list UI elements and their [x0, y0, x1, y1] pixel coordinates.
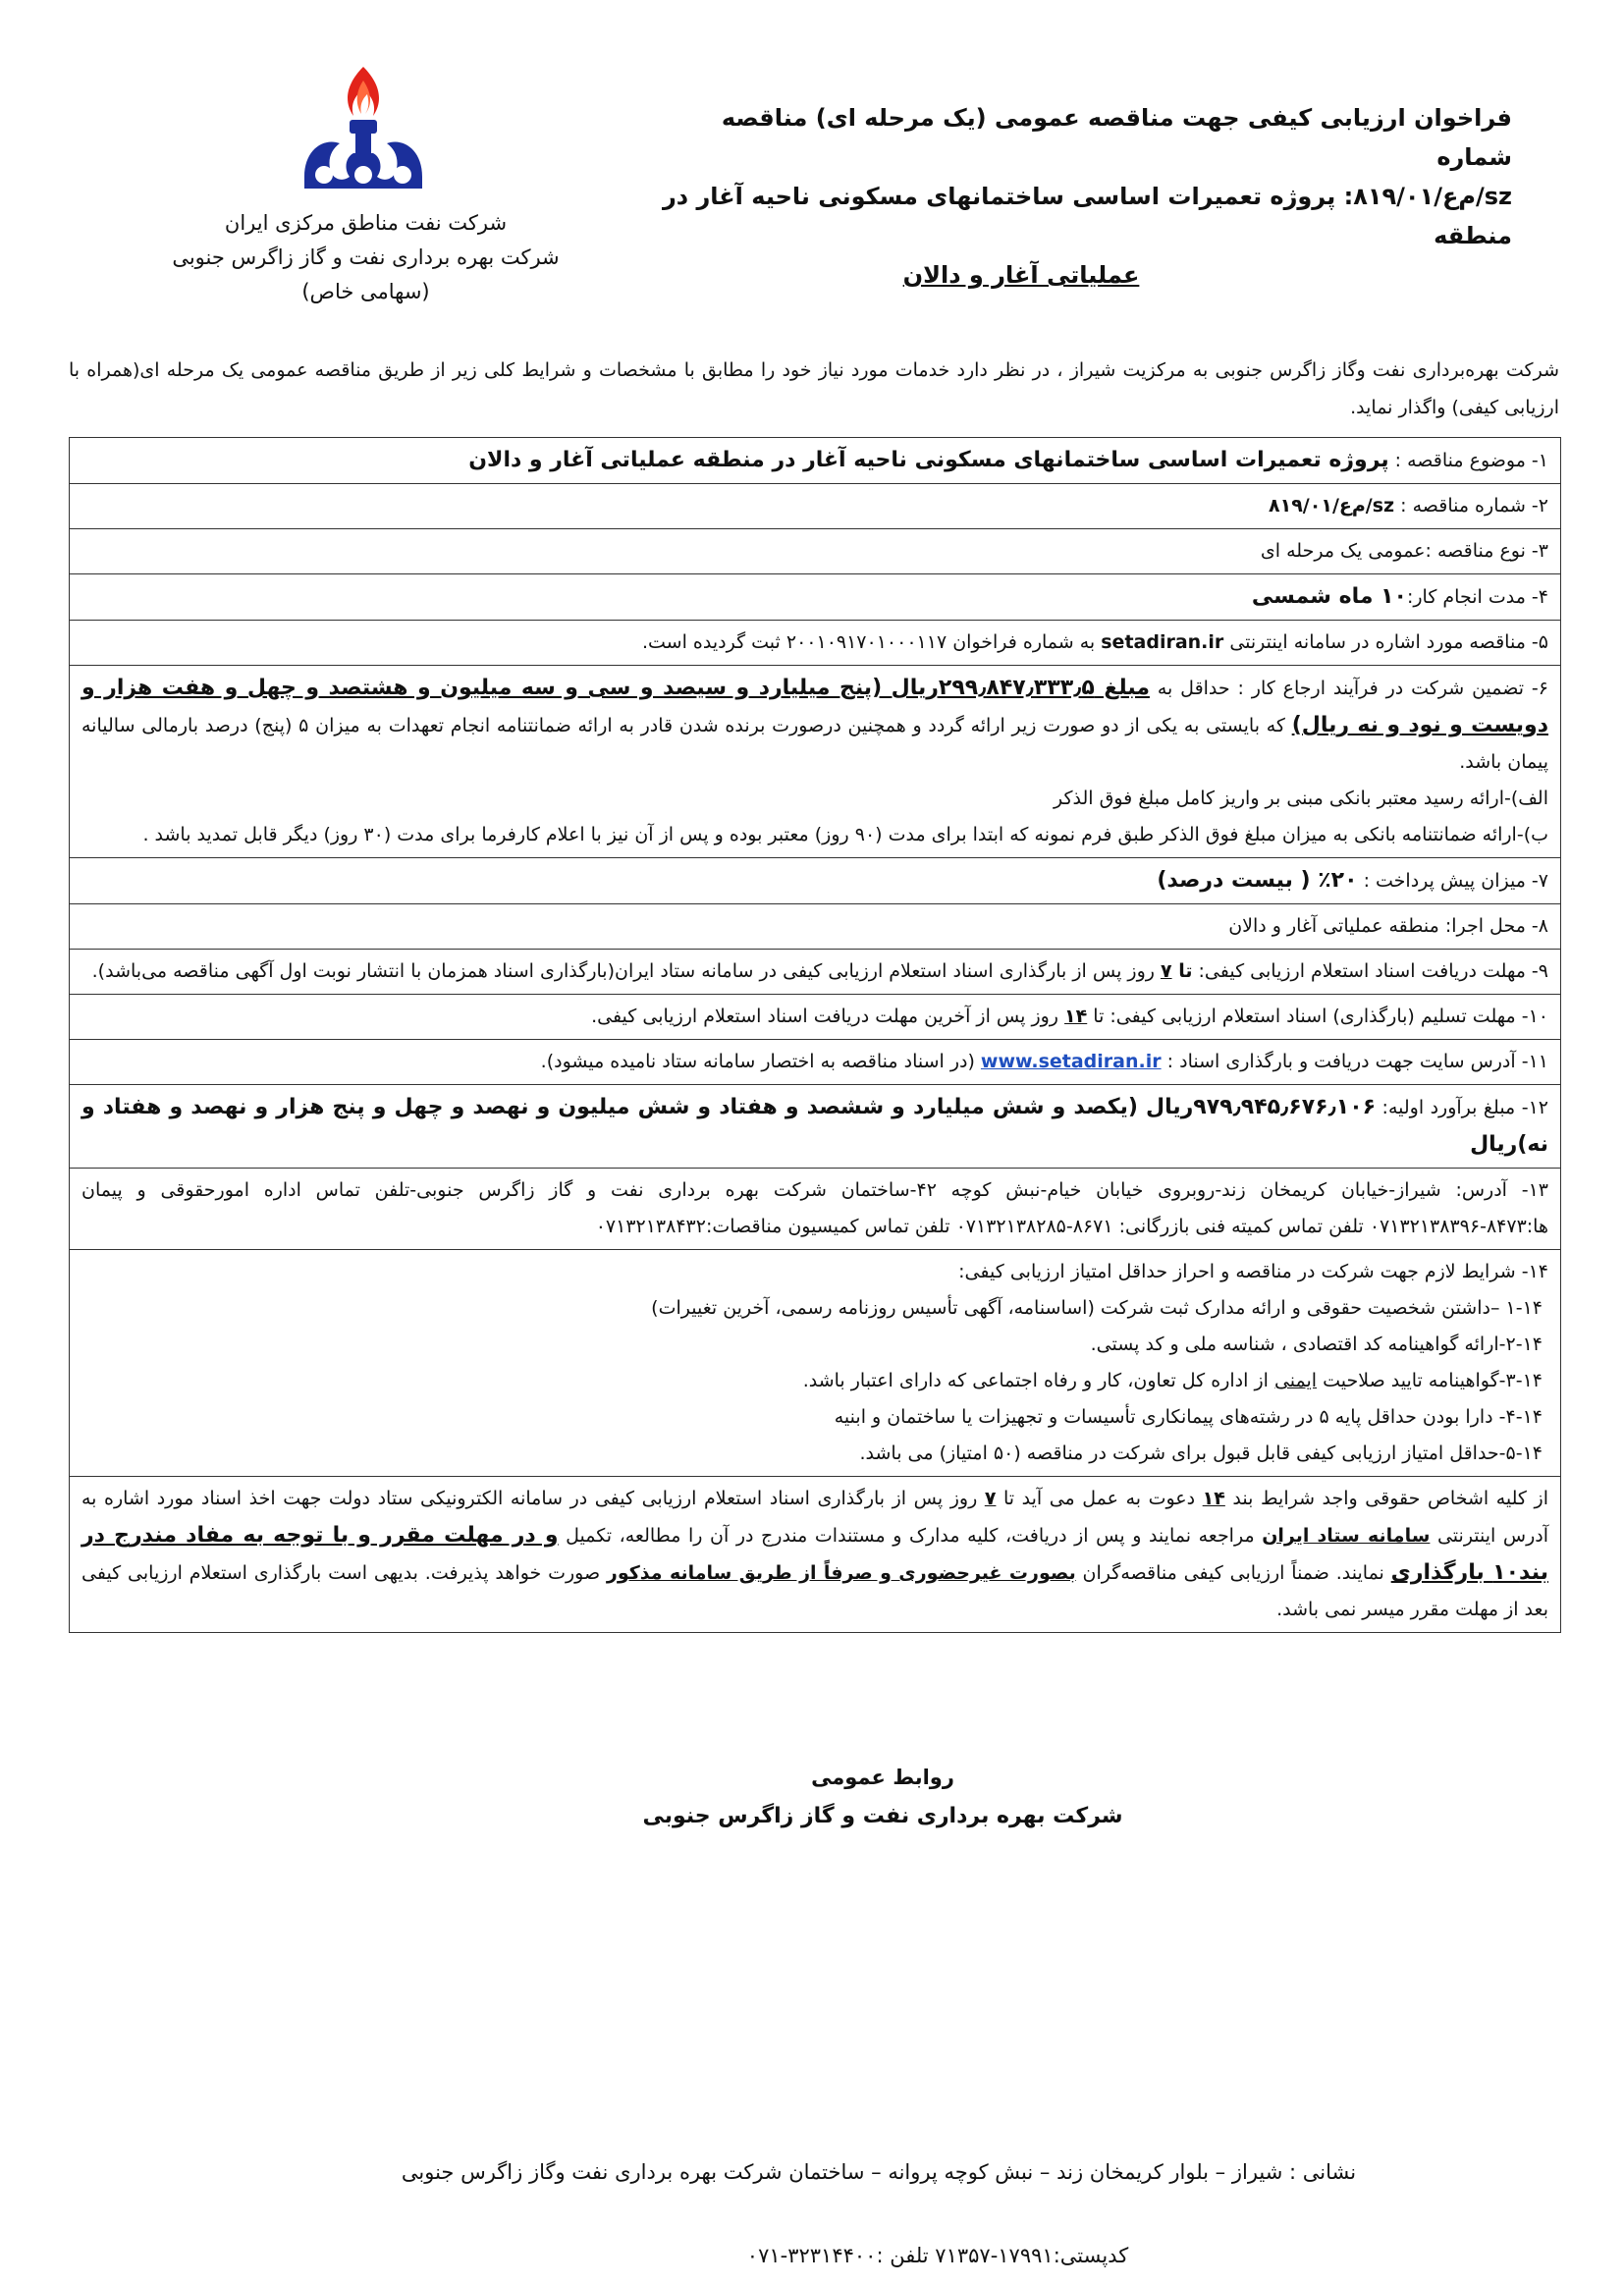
- document-title: [648, 98, 1512, 295]
- company-line-1: شرکت نفت مناطق مرکزی ایران: [224, 211, 508, 235]
- footer-postal: کدپستی:۱۷۹۹۱-۷۱۳۵۷ تلفن :۳۲۳۱۴۴۰۰-۰۷۱: [746, 2244, 1129, 2267]
- condition-1: ۱-۱۴ –داشتن شخصیت حقوقی و ارائه مدارک ثبت شرکت (اساسنامه، آگهی تأسیس روزنامه رسمی، آخرین تغییرات): [651, 1297, 1543, 1319]
- guarantee-option-alef: الف)-ارائه رسید معتبر بانکی مبنی بر واریز کامل مبلغ فوق الذکر: [1054, 788, 1548, 809]
- row-tender-number: ۲- شماره مناقصه : م‌ع/۸۱۹/۰۱/sz: [70, 484, 1560, 529]
- condition-5: ۵-۱۴-حداقل امتیاز ارزیابی کیفی قابل قبول برای شرکت در مناقصه (۵۰ امتیاز) می باشد.: [859, 1442, 1543, 1464]
- guarantee-amount: مبلغ ۲۹۹٫۸۴۷٫۳۳۳٫۵ریال (پنج میلیارد و سیصد و سی و سه میلیون و هشتصد و چهل و هفت هزار و دویست و نود و نه ریال): [81, 676, 1549, 737]
- row-prepayment: ۷- میزان پیش پرداخت : ۲۰٪ ( بیست درصد): [70, 858, 1560, 904]
- row-estimate: ۱۲- مبلغ برآورد اولیه: ۹۷۹٫۹۴۵٫۶۷۶٫۱۰۶ریال (یکصد و شش میلیارد و ششصد و هفتاد و شش میلیون و نهصد و چهل و پنج هزار و نهصد و هفتاد و نه)ریال: [70, 1085, 1560, 1169]
- title-line-3: عملیاتی آغار و دالان: [902, 261, 1140, 289]
- row-tender-type: ۳- نوع مناقصه :عمومی یک مرحله ای: [70, 529, 1560, 574]
- title-line-2: [648, 177, 1512, 255]
- row-submission-deadline: ۱۰- مهلت تسلیم (بارگذاری) اسناد استعلام ارزیابی کیفی: تا ۱۴ روز پس از آخرین مهلت دریافت اسناد استعلام ارزیابی کیفی.: [70, 995, 1560, 1040]
- row-invitation: از کلیه اشخاص حقوقی واجد شرایط بند ۱۴ دعوت به عمل می آید تا ۷ روز پس از بارگذاری اسناد استعلام ارزیابی کیفی در سامانه الکترونیکی ستاد دولت جهت اخذ اسناد مورد اشاره به آدرس اینترنتی سامانه ستاد ایران مراجعه نمایند و پس از دریافت، کلیه مدارک و مستندات مندرج در آن را مطالعه، تکمیل و در مهلت مقرر و با توجه به مفاد مندرج در بند۱۰ بارگذاری نمایند. ضمناً ارزیابی کیفی مناقصه‌گران بصورت غیرحضوری و صرفاً از طریق سامانه مذکور صورت خواهد پذیرفت. بدیهی است بارگذاری استعلام ارزیابی کیفی بعد از مهلت مقرر میسر نمی باشد.: [81, 1488, 1549, 1620]
- duration-value: ۱۰ ماه شمسی: [1251, 584, 1407, 609]
- setadiran-text: setadiran.ir: [1101, 631, 1224, 653]
- row-guarantee: ۶- تضمین شرکت در فرآیند ارجاع کار : حداقل به مبلغ ۲۹۹٫۸۴۷٫۳۳۳٫۵ریال (پنج میلیارد و سیصد و سی و سه میلیون و هشتصد و چهل و هفت هزار و دویست و نود و نه ریال) که بایستی به یکی از دو صورت زیر ارائه گردد و همچنین درصورت برنده شدن قادر به ارائه ضمانتنامه انجام تعهدات به میزان ۵ (پنج) درصد بارمالی سالیانه پیمان باشد. الف)-ارائه رسید معتبر بانکی مبنی بر واریز کامل مبلغ فوق الذکر ب)-ارائه ضمانتنامه بانکی به میزان مبلغ فوق الذکر طبق فرم نمونه که ابتدا برای مدت (۹۰ روز) معتبر بوده و پس از آن نیز با اعلام کارفرما برای مدت (۳۰ روز) دیگر قابل تمدید باشد .: [70, 666, 1560, 858]
- title-line-1: فراخوان ارزیابی کیفی جهت مناقصه عمومی (یک مرحله ای) مناقصه شماره: [721, 104, 1512, 171]
- prepayment-value: ۲۰٪ ( بیست درصد): [1157, 868, 1358, 893]
- company-line-3: (سهامی خاص): [301, 280, 430, 303]
- conditions-title: ۱۴- شرایط لازم جهت شرکت در مناقصه و احراز حداقل امتیاز ارزیابی کیفی:: [958, 1261, 1548, 1282]
- pr-line-2: شرکت بهره برداری نفت و گاز زاگرس جنوبی: [642, 1804, 1123, 1828]
- tender-details-table: [69, 437, 1561, 1633]
- row-registration: ۵- مناقصه مورد اشاره در سامانه اینترنتی setadiran.ir به شماره فراخوان ۲۰۰۱۰۹۱۷۰۱۰۰۰۱۱۷ ثبت گردیده است.: [70, 621, 1560, 666]
- nioc-logo-icon: [285, 59, 442, 206]
- company-block: [147, 206, 584, 309]
- condition-2: ۲-۱۴-ارائه گواهینامه کد اقتصادی ، شناسه ملی و کد پستی.: [1090, 1333, 1543, 1355]
- row-address: ۱۳- آدرس: شیراز-خیابان کریمخان زند-روبروی خیابان خیام-نبش کوچه ۴۲-ساختمان شرکت بهره برداری نفت و گاز زاگرس جنوبی-تلفن تماس اداره امورحقوقی و پیمان ها:۸۴۷۳-۰۷۱۳۲۱۳۸۳۹۶ تلفن تماس کمیته فنی بازرگانی: ۸۶۷۱-۰۷۱۳۲۱۳۸۲۸۵ تلفن تماس کمیسیون مناقصات:۰۷۱۳۲۱۳۸۴۳۲: [70, 1169, 1560, 1250]
- footer-address: نشانی : شیراز – بلوار کریمخان زند – نبش کوچه پروانه – ساختمان شرکت بهره برداری نفت وگاز زاگرس جنوبی: [401, 2160, 1357, 2184]
- subject-value: پروژه تعمیرات اساسی ساختمانهای مسکونی ناحیه آغار در منطقه عملیاتی آغار و دالان: [468, 448, 1389, 472]
- title-line-2-rest: : پروژه تعمیرات اساسی ساختمانهای مسکونی ناحیه آغار در منطقه: [662, 183, 1512, 249]
- row-location: ۸- محل اجرا: منطقه عملیاتی آغار و دالان: [70, 904, 1560, 950]
- intro-paragraph: شرکت بهره‌برداری نفت وگاز زاگرس جنوبی به مرکزیت شیراز ، در نظر دارد خدمات مورد نیاز خود را مطابق با مشخصات و شرایط کلی زیر از طریق مناقصه عمومی یک مرحله ای(همراه با ارزیابی کیفی) واگذار نماید.: [69, 359, 1559, 418]
- condition-4: ۴-۱۴- دارا بودن حداقل پایه ۵ در رشته‌های پیمانکاری تأسیسات و تجهیزات یا ساختمان و ابنیه: [834, 1406, 1543, 1428]
- row-duration: ۴- مدت انجام کار:۱۰ ماه شمسی: [70, 574, 1560, 621]
- row-conditions: [70, 1250, 1560, 1477]
- public-relations-signature: [69, 1758, 1559, 1836]
- row-document-deadline: ۹- مهلت دریافت اسناد استعلام ارزیابی کیفی: تا ۷ روز پس از بارگذاری اسناد استعلام ارزیابی کیفی در سامانه ستاد ایران(بارگذاری اسناد همزمان با انتشار نوبت اول آگهی مناقصه می‌باشد).: [70, 950, 1560, 995]
- guarantee-option-be: ب)-ارائه ضمانتنامه بانکی به میزان مبلغ فوق الذکر طبق فرم نمونه که ابتدا برای مدت (۹۰ روز) معتبر بوده و پس از آن نیز با اعلام کارفرما برای مدت (۳۰ روز) دیگر قابل تمدید باشد .: [142, 824, 1548, 845]
- title-tender-number: م‌ع/۸۱۹/۰۱/sz: [1353, 183, 1512, 210]
- company-line-2: شرکت بهره برداری نفت و گاز زاگرس جنوبی: [172, 245, 560, 269]
- row-website: ۱۱- آدرس سایت جهت دریافت و بارگذاری اسناد : www.setadiran.ir (در اسناد مناقصه به اختصار سامانه ستاد نامیده میشود).: [70, 1040, 1560, 1085]
- condition-3: ۳-۱۴-گواهینامه تایید صلاحیت ایمنی از اداره کل تعاون، کار و رفاه اجتماعی که دارای اعتبار باشد.: [802, 1370, 1543, 1391]
- setadiran-link[interactable]: www.setadiran.ir: [980, 1051, 1162, 1072]
- pr-line-1: روابط عمومی: [811, 1766, 954, 1789]
- row-subject: ۱- موضوع مناقصه : پروژه تعمیرات اساسی ساختمانهای مسکونی ناحیه آغار در منطقه عملیاتی آغار و دالان: [70, 438, 1560, 484]
- estimate-amount: ۹۷۹٫۹۴۵٫۶۷۶٫۱۰۶ریال (یکصد و شش میلیارد و ششصد و هفتاد و شش میلیون و نهصد و چهل و پنج هزار و نهصد و هفتاد و نه)ریال: [81, 1095, 1548, 1157]
- tender-number-value: م‌ع/۸۱۹/۰۱/sz: [1269, 495, 1395, 517]
